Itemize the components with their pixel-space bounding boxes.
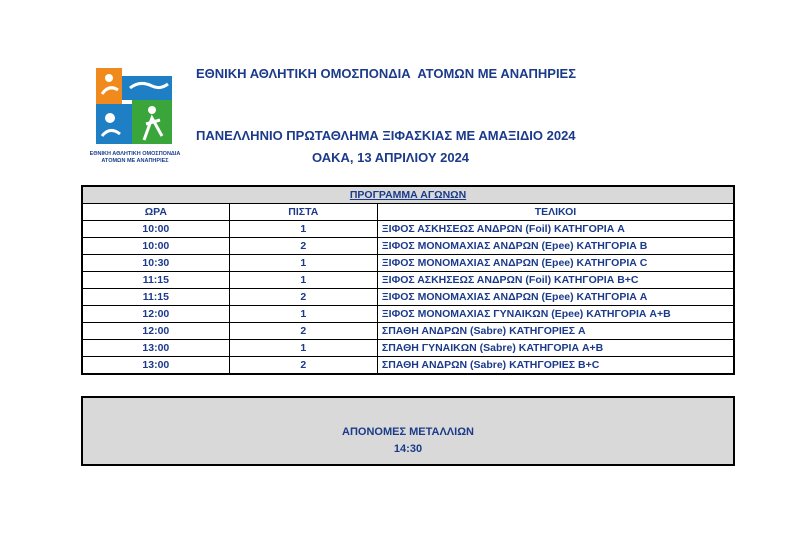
logo-orange-block xyxy=(96,68,122,104)
cell-time: 10:00 xyxy=(82,238,229,255)
cell-time: 11:15 xyxy=(82,289,229,306)
table-row xyxy=(82,306,734,323)
table-row xyxy=(82,357,734,375)
table-row xyxy=(82,323,734,340)
cell-piste: 2 xyxy=(229,323,377,340)
cell-event: ΞΙΦΟΣ ΜΟΝΟΜΑΧΙΑΣ ΑΝΔΡΩΝ (Epee) ΚΑΤΗΓΟΡΙΑ B xyxy=(377,238,734,255)
cell-event: ΞΙΦΟΣ ΜΟΝΟΜΑΧΙΑΣ ΑΝΔΡΩΝ (Epee) ΚΑΤΗΓΟΡΙΑ C xyxy=(377,255,734,272)
cell-event: ΞΙΦΟΣ ΑΣΚΗΣΕΩΣ ΑΝΔΡΩΝ (Foil) ΚΑΤΗΓΟΡΙΑ A xyxy=(377,221,734,238)
venue-date: ΟΑΚΑ, 13 ΑΠΡΙΛΙΟΥ 2024 xyxy=(312,150,470,165)
logo-blue-lower-block xyxy=(96,104,132,144)
cell-event: ΞΙΦΟΣ ΜΟΝΟΜΑΧΙΑΣ ΑΝΔΡΩΝ (Epee) ΚΑΤΗΓΟΡΙΑ A xyxy=(377,289,734,306)
cell-piste: 1 xyxy=(229,272,377,289)
cell-time: 12:00 xyxy=(82,306,229,323)
schedule-table xyxy=(81,185,735,375)
cell-piste: 1 xyxy=(229,306,377,323)
event-title: ΠΑΝΕΛΛΗΝΙΟ ΠΡΩΤΑΘΛΗΜΑ ΞΙΦΑΣΚΙΑΣ ΜΕ ΑΜΑΞΙΔΙΟ 2024 xyxy=(196,128,576,143)
cell-event: ΞΙΦΟΣ ΜΟΝΟΜΑΧΙΑΣ ΓΥΝΑΙΚΩΝ (Epee) ΚΑΤΗΓΟΡΙΑ A+B xyxy=(377,306,734,323)
logo-caption-line1: ΕΘΝΙΚΗ ΑΘΛΗΤΙΚΗ ΟΜΟΣΠΟΝΔΙΑ xyxy=(89,151,181,157)
medal-ceremony-box xyxy=(81,396,735,466)
logo-blue-block xyxy=(122,76,172,100)
table-row xyxy=(82,272,734,289)
column-header-time: ΩΡΑ xyxy=(82,204,229,221)
cell-time: 13:00 xyxy=(82,357,229,375)
schedule-title: ΠΡΟΓΡΑΜΜΑ ΑΓΩΝΩΝ xyxy=(82,186,734,204)
schedule-title-row xyxy=(82,186,734,204)
column-header-finals: ΤΕΛΙΚΟΙ xyxy=(377,204,734,221)
federation-name: ΕΘΝΙΚΗ ΑΘΛΗΤΙΚΗ ΟΜΟΣΠΟΝΔΙΑ ΑΤΟΜΩΝ ΜΕ ΑΝΑΠΗΡΙΕΣ xyxy=(196,66,577,81)
cell-time: 12:00 xyxy=(82,323,229,340)
cell-piste: 2 xyxy=(229,357,377,375)
table-row xyxy=(82,221,734,238)
cell-event: ΞΙΦΟΣ ΑΣΚΗΣΕΩΣ ΑΝΔΡΩΝ (Foil) ΚΑΤΗΓΟΡΙΑ B+C xyxy=(377,272,734,289)
cell-piste: 2 xyxy=(229,289,377,306)
logo-caption xyxy=(86,151,184,165)
table-row xyxy=(82,238,734,255)
medal-ceremony-time: 14:30 xyxy=(393,443,423,455)
column-header-piste: ΠΙΣΤΑ xyxy=(229,204,377,221)
logo-figure-head-2 xyxy=(105,113,115,123)
cell-time: 10:00 xyxy=(82,221,229,238)
cell-piste: 1 xyxy=(229,340,377,357)
schedule-header-row xyxy=(82,204,734,221)
cell-event: ΣΠΑΘΗ ΑΝΔΡΩΝ (Sabre) ΚΑΤΗΓΟΡΙΕΣ B+C xyxy=(377,357,734,375)
logo-caption-line2: ΑΤΟΜΩΝ ΜΕ ΑΝΑΠΗΡΙΕΣ xyxy=(101,158,169,164)
table-row xyxy=(82,289,734,306)
cell-time: 11:15 xyxy=(82,272,229,289)
table-row xyxy=(82,255,734,272)
cell-piste: 2 xyxy=(229,238,377,255)
medal-ceremony-label: ΑΠΟΝΟΜΕΣ ΜΕΤΑΛΛΙΩΝ xyxy=(342,426,474,438)
cell-time: 13:00 xyxy=(82,340,229,357)
cell-event: ΣΠΑΘΗ ΓΥΝΑΙΚΩΝ (Sabre) ΚΑΤΗΓΟΡΙΑ A+B xyxy=(377,340,734,357)
logo-figure-head-3 xyxy=(148,106,156,114)
cell-time: 10:30 xyxy=(82,255,229,272)
cell-piste: 1 xyxy=(229,221,377,238)
cell-piste: 1 xyxy=(229,255,377,272)
logo-figure-head-1 xyxy=(105,74,113,82)
table-row xyxy=(82,340,734,357)
cell-event: ΣΠΑΘΗ ΑΝΔΡΩΝ (Sabre) ΚΑΤΗΓΟΡΙΕΣ A xyxy=(377,323,734,340)
